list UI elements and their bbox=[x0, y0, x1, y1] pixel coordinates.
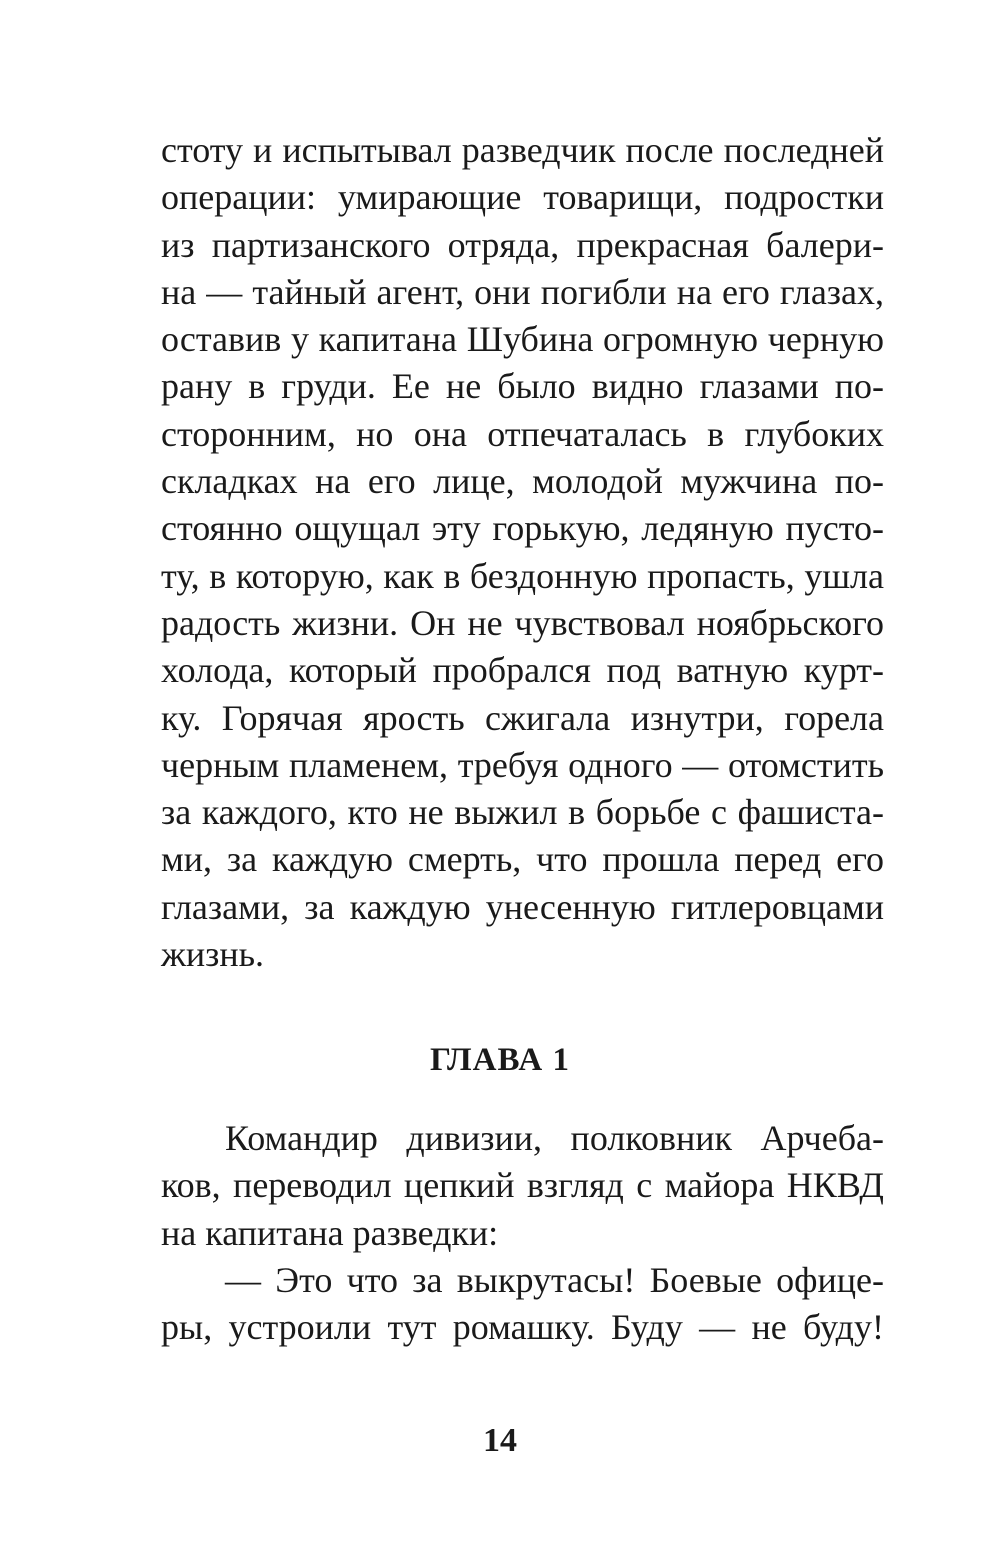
text-line: стоянно ощущал эту горькую, ледяную пусто- bbox=[161, 508, 884, 549]
text-line: операции: умирающие товарищи, подростки bbox=[161, 177, 884, 218]
text-line: ту, в которую, как в бездонную пропасть, ушла bbox=[161, 555, 884, 596]
text-line: сторонним, но она отпечаталась в глубоких bbox=[161, 413, 884, 454]
text-line: стоту и испытывал разведчик после последней bbox=[161, 130, 884, 170]
chapter-body-text bbox=[161, 1115, 884, 1351]
text-line: на капитана разведки: bbox=[161, 1212, 499, 1253]
text-line: на — тайный агент, они погибли на его глазах, bbox=[161, 271, 884, 312]
text-line: за каждого, кто не выжил в борьбе с фашиста- bbox=[161, 792, 884, 833]
text-line: черным пламенем, требуя одного — отомстить bbox=[161, 744, 884, 785]
text-line: ков, переводил цепкий взгляд с майора НКВД bbox=[161, 1165, 884, 1206]
text-line: холода, который пробрался под ватную курт- bbox=[161, 650, 884, 691]
text-line: складках на его лице, молодой мужчина по- bbox=[161, 461, 884, 502]
text-line: ми, за каждую смерть, что прошла перед его bbox=[161, 839, 884, 880]
text-line: из партизанского отряда, прекрасная балери- bbox=[161, 224, 884, 265]
text-line: глазами, за каждую унесенную гитлеровцами bbox=[161, 886, 884, 927]
text-line: радость жизни. Он не чувствовал ноябрьского bbox=[161, 602, 884, 643]
chapter-heading: ГЛАВА 1 bbox=[430, 1042, 570, 1078]
text-line: ры, устроили тут ромашку. Буду — не буду! bbox=[161, 1307, 884, 1348]
text-line: ку. Горячая ярость сжигала изнутри, горела bbox=[161, 697, 884, 738]
text-line: рану в груди. Ее не было видно глазами по- bbox=[161, 366, 884, 407]
previous-section-text bbox=[161, 127, 884, 978]
text-line: Командир дивизии, полковник Арчеба- bbox=[225, 1118, 884, 1158]
text-line: жизнь. bbox=[161, 934, 265, 975]
text-line: оставив у капитана Шубина огромную черную bbox=[161, 319, 884, 360]
text-line: — Это что за выкрутасы! Боевые офице- bbox=[225, 1259, 884, 1300]
page-number: 14 bbox=[483, 1422, 517, 1459]
